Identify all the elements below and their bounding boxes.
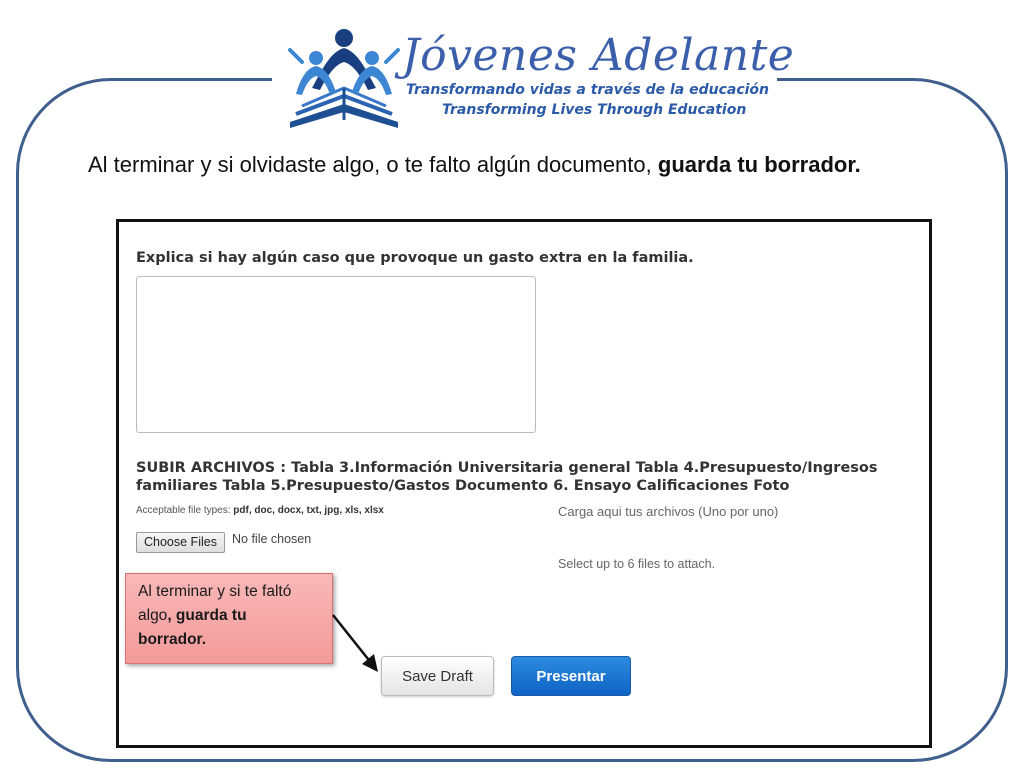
no-file-chosen-text: No file chosen (232, 532, 312, 546)
logo-subtitle-english: Transforming Lives Through Education (442, 102, 747, 118)
brand-logo (282, 22, 795, 134)
submit-button[interactable]: Presentar (511, 656, 631, 696)
file-limit-text: Select up to 6 files to attach. (558, 557, 716, 571)
callout-line-1: Al terminar y si te faltó (138, 583, 292, 600)
acceptable-types-prefix: Acceptable file types: (136, 505, 231, 516)
callout-guarda-tu: , guarda tu (167, 607, 247, 624)
question-label: Explica si hay algún caso que provoque un gasto extra en la familia. (136, 250, 694, 266)
arrow-pointer-icon (330, 612, 386, 674)
callout-line-3: borrador. (138, 631, 207, 648)
upload-hint: Carga aqui tus archivos (Uno por uno) (558, 504, 779, 519)
heading-text: Al terminar y si olvidaste algo, o te falto algún documento, (88, 152, 652, 177)
slide-heading (88, 148, 948, 181)
callout-word-algo: algo (138, 607, 168, 624)
upload-files-label: SUBIR ARCHIVOS : Tabla 3.Información Universitaria general Tabla 4.Presupuesto/Ingresos familiares Tabla 5.Presupuesto/Gastos Documento 6. Ensayo Calificaciones Foto (136, 460, 878, 494)
heading-bold-text: guarda tu borrador. (657, 152, 861, 177)
save-draft-button[interactable]: Save Draft (381, 656, 494, 696)
logo-people-book-icon (282, 22, 407, 134)
explanation-textarea[interactable] (136, 276, 536, 433)
logo-title: Jóvenes Adelante (402, 30, 795, 81)
acceptable-file-types (136, 505, 384, 516)
acceptable-types-list: pdf, doc, docx, txt, jpg, xls, xlsx (233, 505, 384, 516)
callout-line-2 (138, 604, 320, 628)
callout-note (125, 573, 333, 664)
logo-subtitle-spanish: Transformando vidas a través de la educación (406, 82, 770, 98)
choose-files-button[interactable]: Choose Files (136, 532, 225, 553)
